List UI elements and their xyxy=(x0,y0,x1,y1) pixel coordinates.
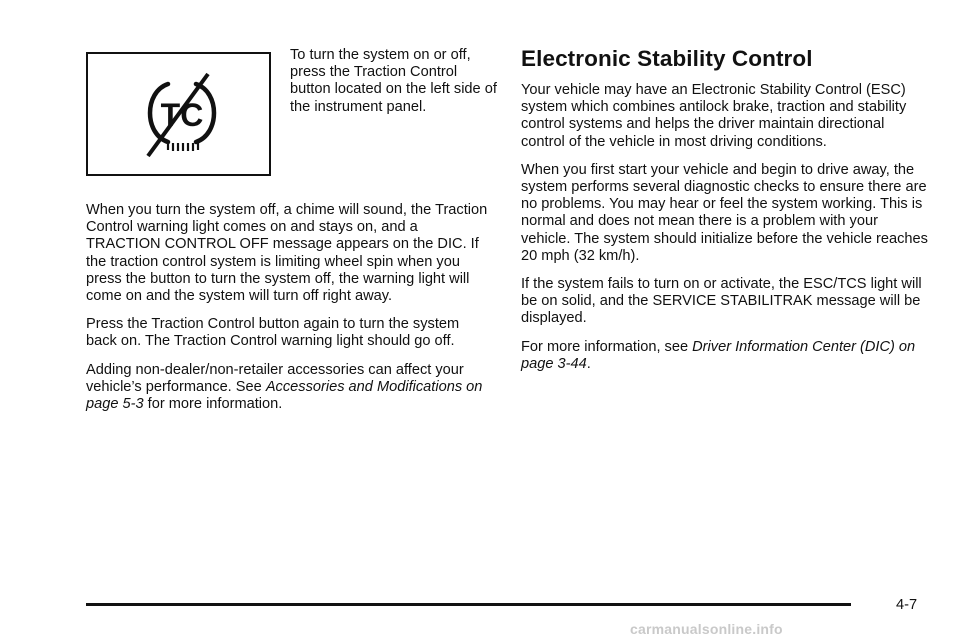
service-paragraph: If the system fails to turn on or activate, the ESC/TCS light will be on solid, and the SERVICE STABILITRAK message will be displayed. xyxy=(521,276,922,327)
more-info-suffix: . xyxy=(586,355,591,372)
diagnostic-paragraph: When you first start your vehicle and begin to drive away, the system performs several diagnostic checks to ensure there are no problems. You may hear or feel the system working. This is normal and does not mean there is a problem with your vehicle. The system should initialize before the vehicle reaches 20 mph (32 km/h). xyxy=(521,161,928,264)
right-column xyxy=(521,45,931,384)
traction-button-instructions: To turn the system on or off, press the Traction Control button located on the left side of the instrument panel. xyxy=(290,47,497,115)
watermark: carmanualsonline.info xyxy=(630,621,783,637)
esc-intro-paragraph: Your vehicle may have an Electronic Stability Control (ESC) system which combines antilock brake, traction and stability control systems and helps the driver maintain directional control of the vehicle in most driving conditions. xyxy=(521,82,907,150)
icon-label: TC xyxy=(160,97,204,133)
system-off-paragraph: When you turn the system off, a chime will sound, the Traction Control warning light comes on and stays on, and a TRACTION CONTROL OFF message appears on the DIC. If the traction control system is limiting wheel spin when you press the button to turn the system off, the warning light will come on and the system will turn off right away. xyxy=(86,202,488,305)
footer-rule xyxy=(86,603,851,606)
accessories-prefix: Adding non-dealer/non-retailer accessories can affect your vehicle’s performance. See xyxy=(86,361,464,395)
more-info-prefix: For more information, see xyxy=(521,338,693,355)
system-on-paragraph: Press the Traction Control button again to turn the system back on. The Traction Control warning light should go off. xyxy=(86,316,460,350)
traction-control-icon-box xyxy=(86,52,271,176)
accessories-reference-link[interactable]: Accessories and Modifications on page 5-3 xyxy=(86,378,483,413)
more-info-paragraph xyxy=(521,339,931,373)
accessories-paragraph xyxy=(86,362,494,414)
section-heading: Electronic Stability Control xyxy=(521,46,813,71)
dic-reference-link[interactable]: Driver Information Center (DIC) on page 3-44 xyxy=(521,338,916,372)
traction-control-off-icon xyxy=(88,54,273,178)
left-column xyxy=(86,202,494,424)
accessories-suffix: for more information. xyxy=(143,396,283,413)
page-number: 4-7 xyxy=(896,597,918,613)
